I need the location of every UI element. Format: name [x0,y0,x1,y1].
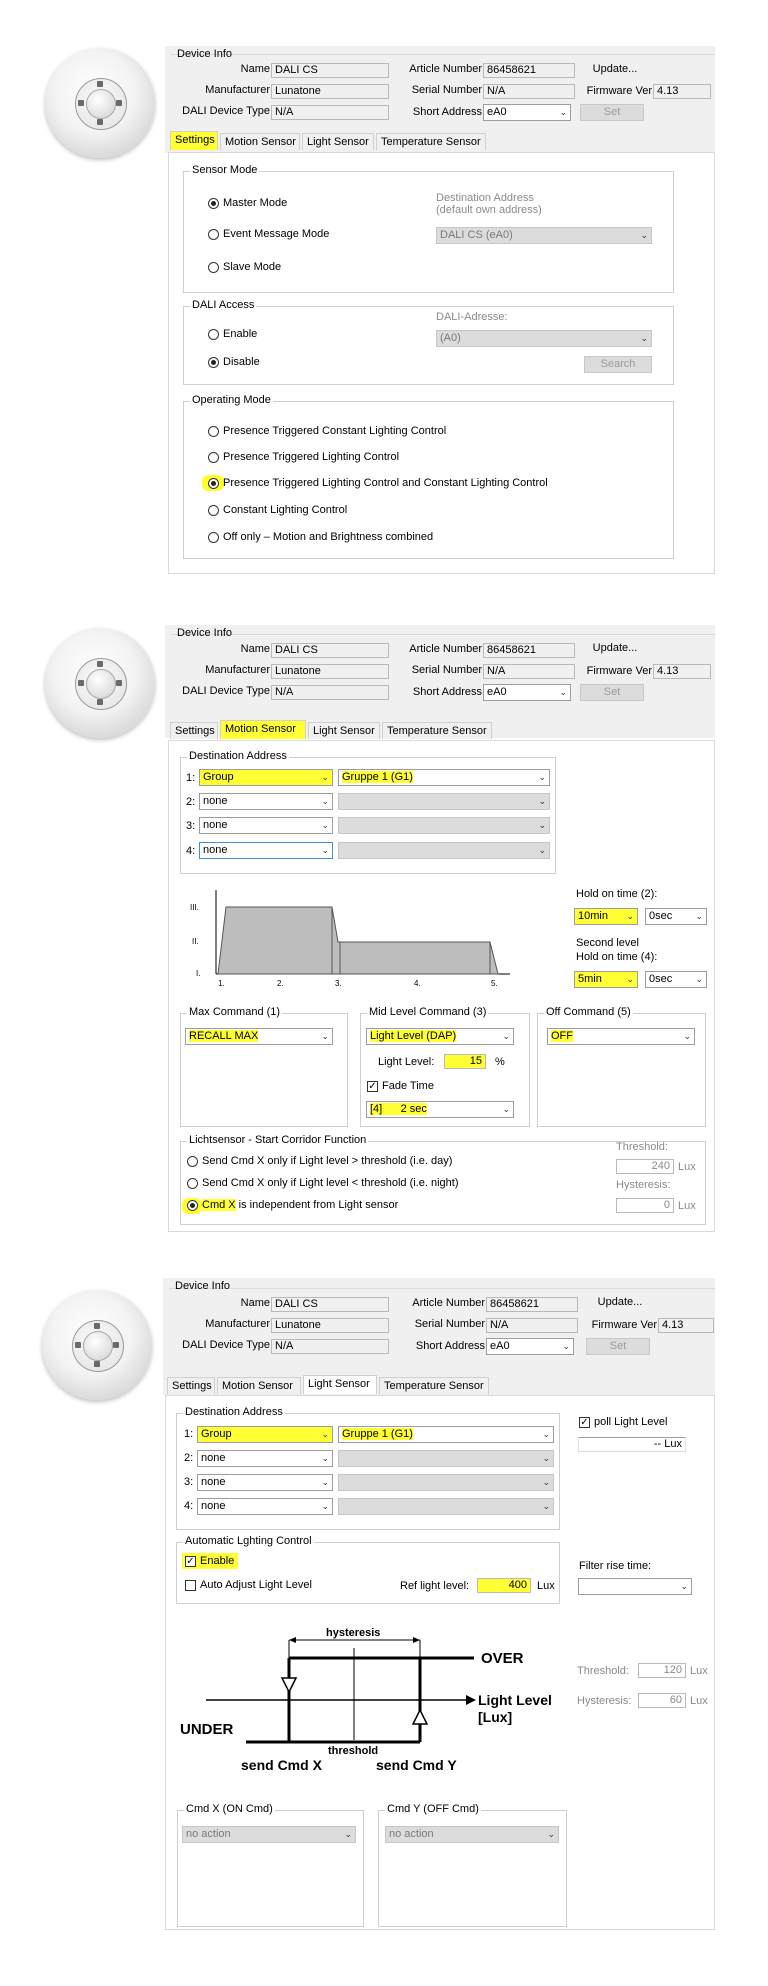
chevron-down-icon: ⌄ [559,107,567,117]
slave-mode-label: Slave Mode [223,261,282,273]
hysteresis-input[interactable]: 60 [638,1693,686,1708]
hysteresis-label: Hysteresis: [616,1179,671,1191]
dest-row-1-type[interactable]: Group ⌄ [199,769,333,786]
dali-enable-radio[interactable] [208,329,219,340]
device-info-title: Device Info [177,48,233,60]
hold-time-2-sec-select[interactable]: 0sec ⌄ [645,971,707,988]
dest-row-4-num: 4: [184,1500,194,1512]
op-mode-label-3: Presence Triggered Lighting Control and Constant Lighting Control [223,477,548,489]
dali-enable-label: Enable [223,328,258,340]
name-field[interactable]: DALI CS [271,63,389,78]
tab-light-sensor[interactable]: Light Sensor [302,133,374,150]
chevron-down-icon: ⌄ [626,974,634,984]
dali-access-title: DALI Access [192,299,255,311]
article-label: Article Number [412,1297,485,1309]
master-mode-radio[interactable] [208,198,219,209]
chevron-down-icon: ⌄ [640,230,648,240]
chevron-down-icon: ⌄ [321,1501,329,1511]
mid-command-select[interactable]: Light Level (DAP) ⌄ [366,1028,514,1045]
threshold-label: Threshold: [616,1141,668,1153]
hold-time-sec-select[interactable]: 0sec ⌄ [645,908,707,925]
sensor-device-image [45,628,155,738]
chevron-down-icon: ⌄ [321,796,329,806]
dest-row-2-type[interactable]: none ⌄ [199,793,333,810]
dest-row-3-target[interactable] [338,1474,554,1491]
dest-row-4-num: 4: [186,845,196,857]
operating-mode-title: Operating Mode [192,394,271,406]
device-info-title: Device Info [175,1280,231,1292]
filter-rise-time-label: Filter rise time: [579,1560,652,1572]
dest-row-2-num: 2: [186,796,196,808]
max-command-title: Max Command (1) [189,1006,281,1018]
diagram-x-label-1: 1. [218,979,225,988]
name-label: Name [240,643,270,655]
name-label: Name [240,1297,270,1309]
device-type-field[interactable]: N/A [271,105,389,120]
diagram-send-x-label: send Cmd X [241,1757,322,1773]
diagram-x-label-2: 2. [277,979,284,988]
tab-temperature-sensor[interactable]: Temperature Sensor [376,133,486,150]
serial-label: Serial Number [414,1318,485,1330]
diagram-light-level-label: Light Level [478,1692,552,1708]
fade-time-checkbox[interactable]: ✓ [368,1081,377,1092]
diagram-over-label: OVER [481,1650,524,1667]
fade-time-select[interactable]: [4] 2 sec ⌄ [366,1101,514,1118]
serial-field[interactable]: N/A [486,1318,578,1333]
chevron-down-icon: ⌄ [542,1501,550,1511]
manufacturer-field[interactable]: Lunatone [271,664,389,679]
name-field[interactable]: DALI CS [271,643,389,658]
firmware-label: Firmware Ver [586,665,652,677]
name-label: Name [240,63,270,75]
chevron-down-icon: ⌄ [640,333,648,343]
auto-adjust-label: Auto Adjust Light Level [200,1579,312,1591]
ref-light-level-input[interactable]: 400 [477,1578,531,1593]
manufacturer-label: Manufacturer [205,1318,270,1330]
chevron-down-icon: ⌄ [321,820,329,830]
dest-row-1-type[interactable]: Group ⌄ [197,1426,333,1443]
article-label: Article Number [409,63,482,75]
hysteresis-diagram [176,1620,576,1790]
off-command-title: Off Command (5) [546,1006,631,1018]
chevron-down-icon: ⌄ [562,1341,570,1351]
filter-rise-time-select[interactable] [578,1578,692,1595]
tab-motion-sensor[interactable]: Motion Sensor [220,720,306,739]
threshold-unit: Lux [690,1665,708,1677]
diagram-y-label-2: II. [192,937,199,946]
device-info-title: Device Info [177,627,233,639]
threshold-input[interactable]: 120 [638,1663,686,1678]
cmd-y-title: Cmd Y (OFF Cmd) [387,1803,479,1815]
max-command-select[interactable]: RECALL MAX ⌄ [185,1028,333,1045]
cmd-x-select[interactable]: no action ⌄ [182,1826,356,1843]
hysteresis-unit: Lux [678,1200,696,1212]
chevron-down-icon: ⌄ [542,1477,550,1487]
threshold-unit: Lux [678,1161,696,1173]
dest-row-2-type[interactable]: none ⌄ [197,1450,333,1467]
diagram-x-label-5: 5. [491,979,498,988]
event-message-label: Event Message Mode [223,228,330,240]
motion-destination-title: Destination Address [189,750,287,762]
dest-row-1-target[interactable]: Gruppe 1 (G1) ⌄ [338,1426,554,1443]
threshold-label: Threshold: [577,1665,629,1677]
dest-row-2-target[interactable] [338,793,550,810]
hold-time-min-select[interactable]: 10min ⌄ [574,908,638,925]
short-address-select[interactable]: eA0 ⌄ [486,1338,574,1355]
chevron-down-icon: ⌄ [321,845,329,855]
set-button[interactable]: Set [586,1338,650,1355]
chevron-down-icon: ⌄ [538,845,546,855]
threshold-input[interactable]: 240 [616,1159,674,1174]
dest-row-3-type[interactable]: none ⌄ [199,817,333,834]
dest-row-1-num: 1: [186,772,196,784]
chevron-down-icon: ⌄ [321,1429,329,1439]
op-mode-label-1: Presence Triggered Constant Lighting Control [223,425,447,437]
motion-timing-diagram [180,882,520,1002]
device-type-field[interactable]: N/A [271,1339,389,1354]
tab-settings[interactable]: Settings [170,722,218,739]
diagram-send-y-label: send Cmd Y [376,1757,457,1773]
alc-enable-label: Enable [200,1555,235,1567]
chevron-down-icon: ⌄ [683,1031,691,1041]
dest-row-4-type[interactable]: none ⌄ [199,842,333,859]
short-address-label: Short Address [412,686,482,698]
short-address-label: Short Address [415,1340,485,1352]
poll-light-level-label: poll Light Level [594,1416,668,1428]
dest-row-3-target[interactable] [338,817,550,834]
manufacturer-label: Manufacturer [205,664,270,676]
off-command-select[interactable]: OFF ⌄ [547,1028,695,1045]
destination-address-label: Destination Address [436,192,534,204]
second-level-label: Second level [576,937,639,949]
device-type-label: DALI Device Type [182,105,270,117]
corridor-independent-label: Cmd X is independent from Light sensor [202,1199,399,1211]
dest-row-2-target[interactable] [338,1450,554,1467]
tab-temperature-sensor[interactable]: Temperature Sensor [379,1377,489,1394]
firmware-field[interactable]: 4.13 [653,84,711,99]
firmware-label: Firmware Ver [591,1319,657,1331]
ref-light-level-label: Ref light level: [400,1580,470,1592]
op-mode-label-4: Constant Lighting Control [223,504,348,516]
dest-row-3-type[interactable]: none ⌄ [197,1474,333,1491]
device-type-field[interactable]: N/A [271,685,389,700]
dali-address-select[interactable]: (A0) ⌄ [436,330,652,347]
tab-motion-sensor[interactable]: Motion Sensor [220,133,300,150]
dest-row-1-target[interactable]: Gruppe 1 (G1) ⌄ [338,769,550,786]
name-field[interactable]: DALI CS [271,1297,389,1312]
op-mode-radio-1[interactable] [208,426,219,437]
poll-light-level-value: -- Lux [578,1437,686,1452]
chevron-down-icon: ⌄ [538,820,546,830]
article-field[interactable]: 86458621 [483,63,575,78]
light-level-label: Light Level: [378,1056,435,1068]
chevron-down-icon: ⌄ [344,1829,352,1839]
corridor-independent-radio[interactable] [187,1200,198,1211]
hold-time-2-min-select[interactable]: 5min ⌄ [574,971,638,988]
chevron-down-icon: ⌄ [547,1829,555,1839]
dest-row-3-num: 3: [186,820,196,832]
manufacturer-label: Manufacturer [205,84,270,96]
set-button[interactable]: Set [580,104,644,121]
short-address-select[interactable]: eA0 ⌄ [483,684,571,701]
chevron-down-icon: ⌄ [538,796,546,806]
op-mode-label-5: Off only – Motion and Brightness combined [223,531,434,543]
manufacturer-field[interactable]: Lunatone [271,1318,389,1333]
destination-address-select[interactable]: DALI CS (eA0) ⌄ [436,227,652,244]
mid-command-title: Mid Level Command (3) [369,1006,487,1018]
tab-light-sensor[interactable]: Light Sensor [308,722,380,739]
manufacturer-field[interactable]: Lunatone [271,84,389,99]
chevron-down-icon: ⌄ [502,1031,510,1041]
event-message-radio[interactable] [208,229,219,240]
chevron-down-icon: ⌄ [321,772,329,782]
cmd-x-title: Cmd X (ON Cmd) [186,1803,273,1815]
dest-row-3-num: 3: [184,1476,194,1488]
firmware-field[interactable]: 4.13 [658,1318,714,1333]
corridor-night-label: Send Cmd X only if Light level < threshold (i.e. night) [202,1177,459,1189]
hold-time-2-label: Hold on time (4): [576,951,658,963]
tab-temperature-sensor[interactable]: Temperature Sensor [382,722,492,739]
dest-row-1-num: 1: [184,1428,194,1440]
percent-label: % [495,1056,505,1068]
destination-address-sub: (default own address) [436,204,542,216]
corridor-day-label: Send Cmd X only if Light level > threshold (i.e. day) [202,1155,453,1167]
diagram-x-label-4: 4. [414,979,421,988]
ref-light-level-unit: Lux [537,1580,555,1592]
chevron-down-icon: ⌄ [542,1429,550,1439]
alc-enable-checkbox[interactable]: ✓ [186,1556,195,1567]
update-button[interactable]: Update... [592,63,638,75]
hysteresis-input[interactable]: 0 [616,1198,674,1213]
light-destination-title: Destination Address [185,1406,283,1418]
serial-field[interactable]: N/A [483,664,575,679]
sensor-device-image [45,48,155,158]
fade-time-label: Fade Time [382,1080,434,1092]
diagram-x-label-3: 3. [335,979,342,988]
light-level-input[interactable]: 15 [444,1054,486,1069]
corridor-day-radio[interactable] [187,1156,198,1167]
master-mode-label: Master Mode [223,197,288,209]
sensor-mode-title: Sensor Mode [192,164,258,176]
chevron-down-icon: ⌄ [695,911,703,921]
op-mode-label-2: Presence Triggered Lighting Control [223,451,400,463]
chevron-down-icon: ⌄ [626,911,634,921]
auto-adjust-checkbox[interactable] [185,1580,196,1591]
article-label: Article Number [409,643,482,655]
dest-row-2-num: 2: [184,1452,194,1464]
dali-address-label: DALI-Adresse: [436,311,508,323]
device-type-label: DALI Device Type [182,685,270,697]
dest-row-4-type[interactable]: none ⌄ [197,1498,333,1515]
chevron-down-icon: ⌄ [542,1453,550,1463]
diagram-threshold-label: threshold [328,1745,379,1757]
automatic-lighting-title: Automatic Lghting Control [185,1535,312,1547]
search-button[interactable]: Search [584,356,652,373]
op-mode-radio-4[interactable] [208,505,219,516]
dali-disable-label: Disable [223,356,260,368]
diagram-hysteresis-label: hysteresis [326,1627,381,1639]
tab-motion-sensor[interactable]: Motion Sensor [217,1377,301,1394]
tab-light-sensor[interactable]: Light Sensor [303,1375,377,1394]
hysteresis-label: Hysteresis: [577,1695,632,1707]
firmware-label: Firmware Ver [586,85,652,97]
op-mode-radio-3[interactable] [208,478,219,489]
chevron-down-icon: ⌄ [502,1104,510,1114]
automatic-lighting-group [176,1535,560,1604]
set-button[interactable]: Set [580,684,644,701]
chevron-down-icon: ⌄ [559,687,567,697]
chevron-down-icon: ⌄ [695,974,703,984]
diagram-y-label-3: III. [190,903,199,912]
chevron-down-icon: ⌄ [321,1453,329,1463]
dest-row-4-target[interactable] [338,842,550,859]
chevron-down-icon: ⌄ [538,772,546,782]
op-mode-radio-2[interactable] [208,452,219,463]
diagram-lux-label: [Lux] [478,1709,513,1725]
hold-time-label: Hold on time (2): [576,888,658,900]
serial-field[interactable]: N/A [483,84,575,99]
chevron-down-icon: ⌄ [680,1581,688,1591]
update-button[interactable]: Update... [597,1296,643,1308]
article-field[interactable]: 86458621 [486,1297,578,1312]
dali-disable-radio[interactable] [208,357,219,368]
op-mode-radio-5[interactable] [208,532,219,543]
chevron-down-icon: ⌄ [321,1477,329,1487]
cmd-y-select[interactable]: no action ⌄ [385,1826,559,1843]
short-address-select[interactable]: eA0 ⌄ [483,104,571,121]
slave-mode-radio[interactable] [208,262,219,273]
update-button[interactable]: Update... [592,642,638,654]
short-address-label: Short Address [412,106,482,118]
chevron-down-icon: ⌄ [321,1031,329,1041]
diagram-under-label: UNDER [180,1721,234,1738]
article-field[interactable]: 86458621 [483,643,575,658]
firmware-field[interactable]: 4.13 [653,664,711,679]
poll-light-level-checkbox[interactable]: ✓ [580,1417,589,1428]
hysteresis-unit: Lux [690,1695,708,1707]
serial-label: Serial Number [411,664,482,676]
corridor-title: Lichtsensor - Start Corridor Function [189,1134,367,1146]
device-type-label: DALI Device Type [182,1339,270,1351]
serial-label: Serial Number [411,84,482,96]
sensor-device-image [42,1290,152,1400]
tab-settings[interactable]: Settings [167,1377,215,1394]
diagram-y-label-1: I. [196,969,201,978]
corridor-night-radio[interactable] [187,1178,198,1189]
dest-row-4-target[interactable] [338,1498,554,1515]
tab-settings[interactable]: Settings [170,131,218,150]
